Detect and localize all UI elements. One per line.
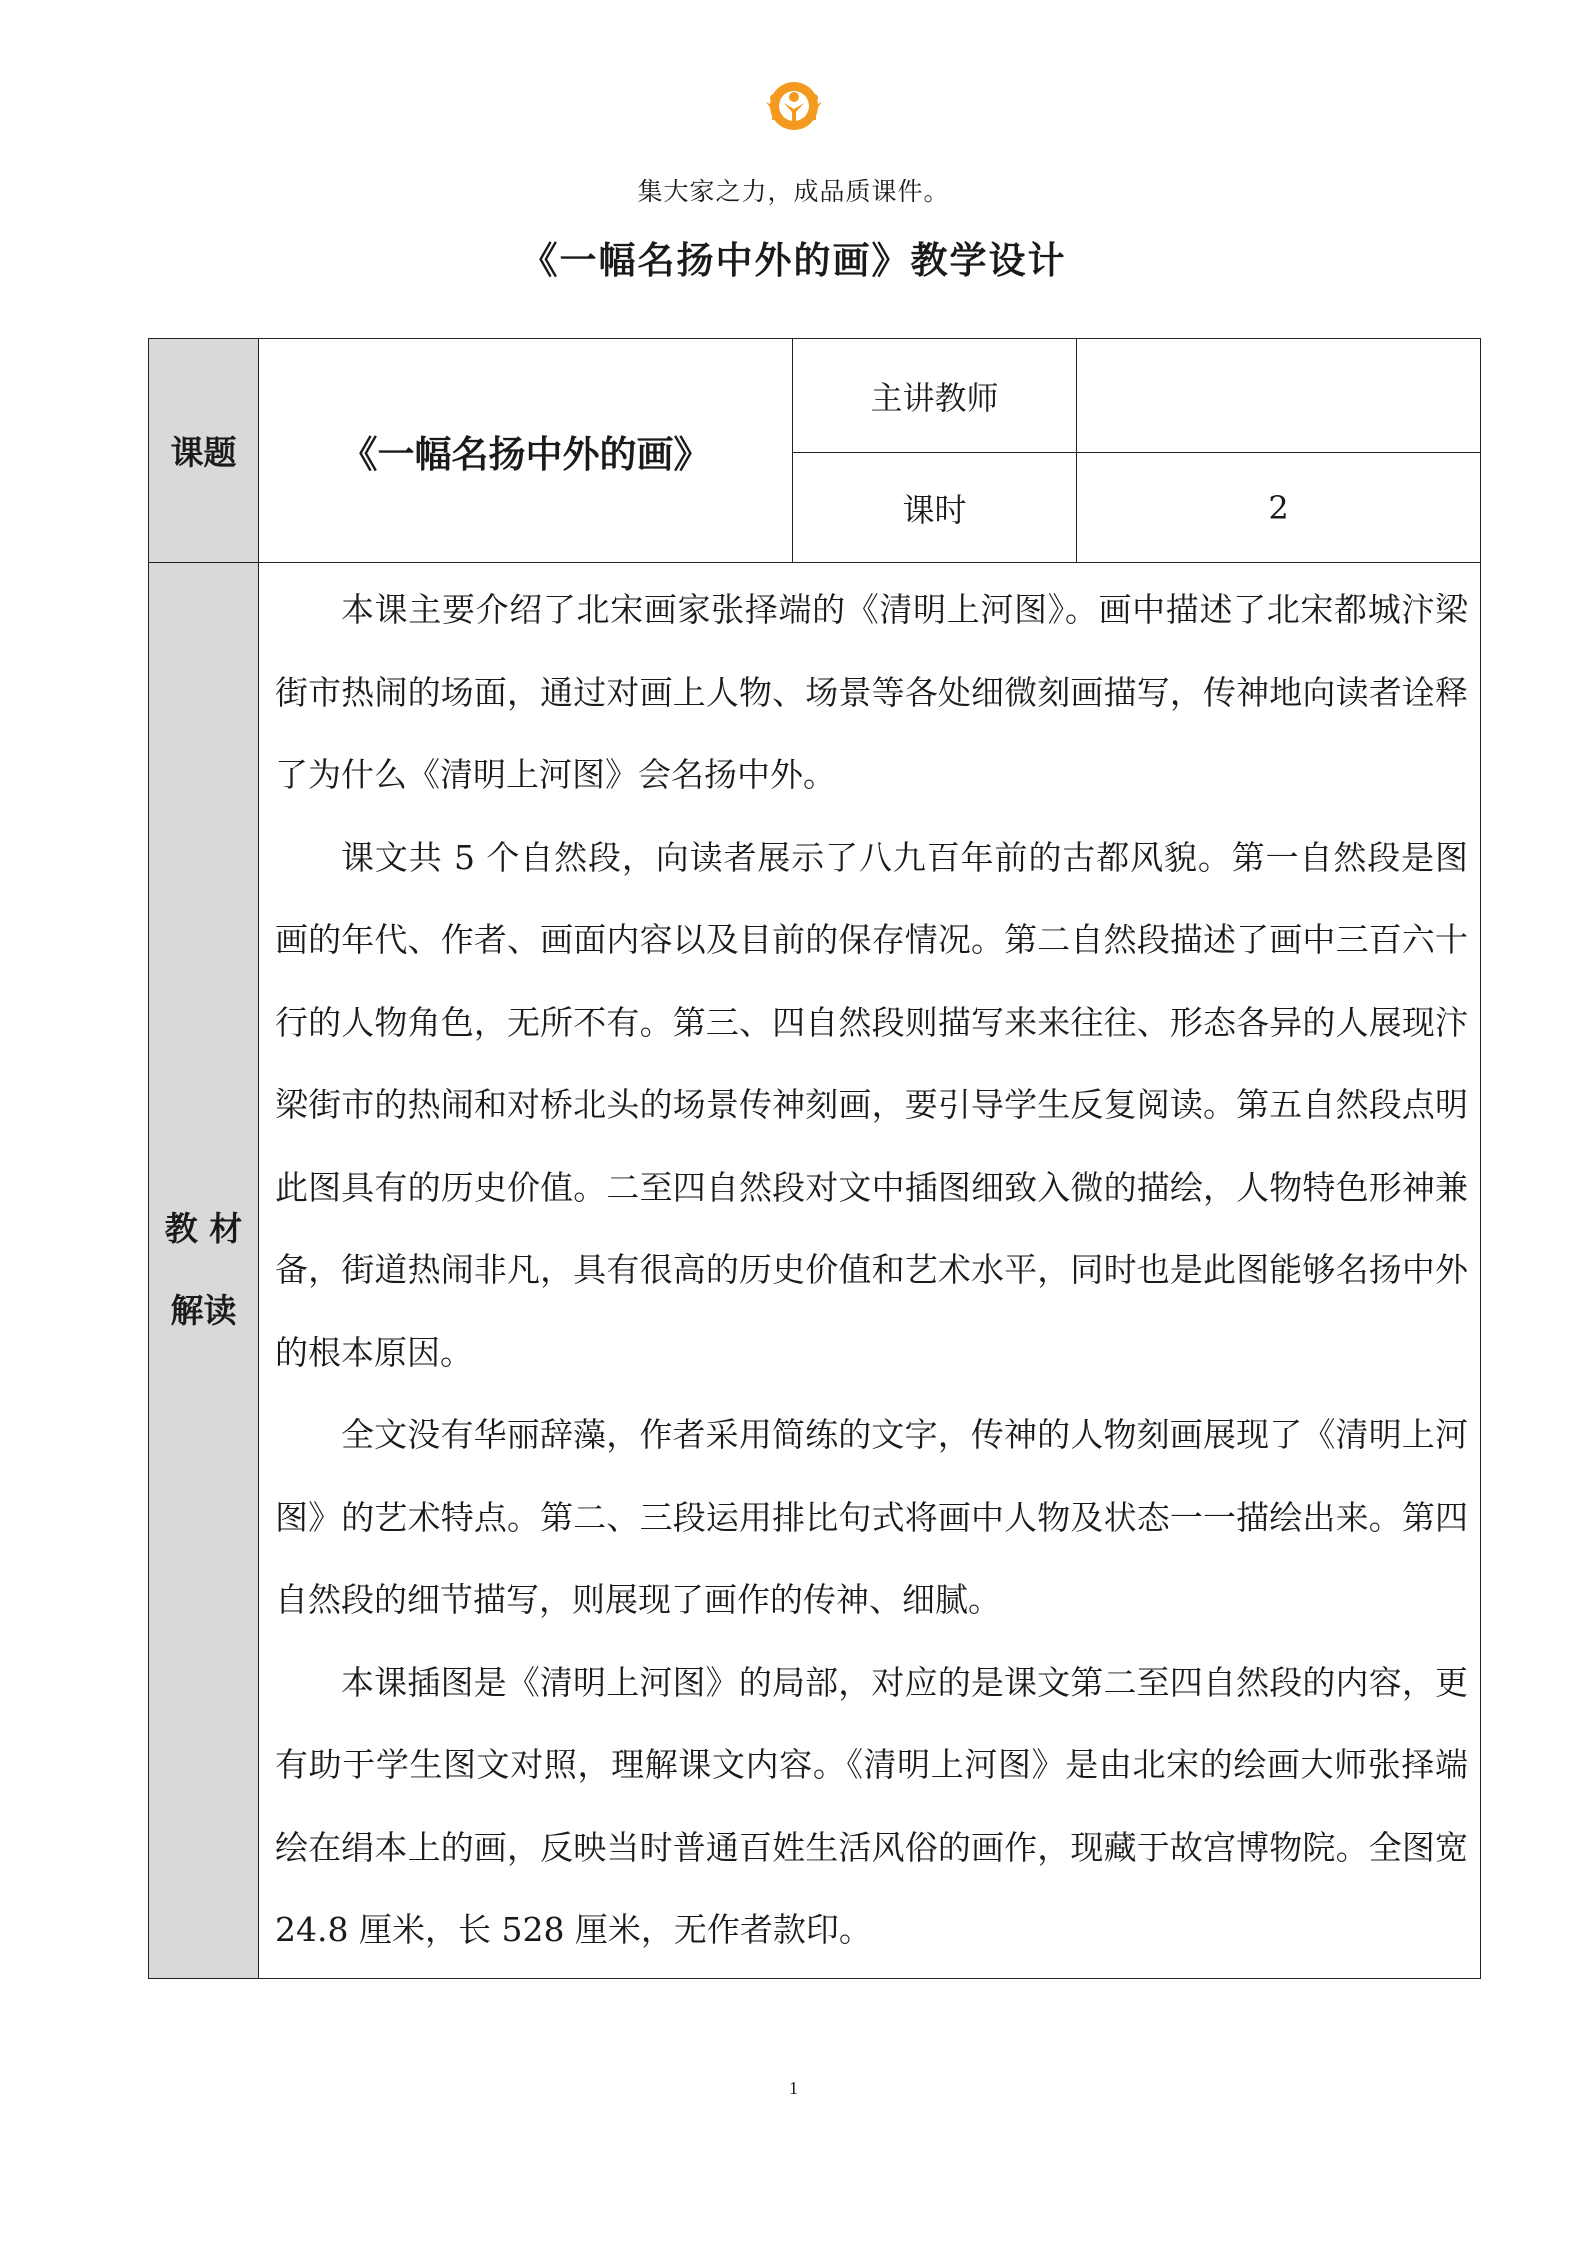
periods-value: 2 <box>1077 453 1481 563</box>
header-logo <box>724 76 864 176</box>
people-sun-logo-icon <box>724 76 864 176</box>
lesson-design-table <box>148 338 1481 1979</box>
teacher-label: 主讲教师 <box>793 339 1077 453</box>
topic-label: 课题 <box>149 339 259 563</box>
analysis-paragraph-4: 本课插图是《清明上河图》的局部，对应的是课文第二至四自然段的内容，更有助于学生图文对照，理解课文内容。《清明上河图》是由北宋的绘画大师张择端绘在绢本上的画，反映当时普通百姓生活风俗的画作，现藏于故宫博物院。全图宽 24.8 厘米，长 528 厘米，无作者款印。 <box>275 1662 1468 1949</box>
page-number: 1 <box>789 2078 798 2098</box>
document-title: 《一幅名扬中外的画》教学设计 <box>520 238 1067 282</box>
analysis-label-line2: 解读 <box>170 1291 237 1331</box>
analysis-paragraph-2: 课文共 5 个自然段，向读者展示了八九百年前的古都风貌。第一自然段是图画的年代、作者、画面内容以及目前的保存情况。第二自然段描述了画中三百六十行的人物角色，无所不有。第三、四自然段则描写来来往往、形态各异的人展现汴梁街市的热闹和对桥北头的场景传神刻画，要引导学生反复阅读。第五自然段点明此图具有的历史价值。二至四自然段对文中插图细致入微的描绘，人物特色形神兼备，街道热闹非凡，具有很高的历史价值和艺术水平，同时也是此图能够名扬中外的根本原因。 <box>275 837 1468 1372</box>
analysis-label-line1: 教 材 <box>164 1209 243 1249</box>
analysis-paragraph-1: 本课主要介绍了北宋画家张择端的《清明上河图》。画中描述了北宋都城汴梁街市热闹的场面，通过对画上人物、场景等各处细微刻画描写，传神地向读者诠释了为什么《清明上河图》会名扬中外。 <box>275 590 1468 794</box>
topic-value: 《一幅名扬中外的画》 <box>259 339 793 563</box>
analysis-paragraph-3: 全文没有华丽辞藻，作者采用简练的文字，传神的人物刻画展现了《清明上河图》的艺术特点。第二、三段运用排比句式将画中人物及状态一一描绘出来。第四自然段的细节描写，则展现了画作的传神、细腻。 <box>275 1415 1468 1619</box>
periods-label: 课时 <box>793 453 1077 563</box>
analysis-content <box>259 563 1481 1979</box>
teacher-value <box>1077 339 1481 453</box>
analysis-label <box>149 563 259 1979</box>
tagline: 集大家之力，成品质课件。 <box>637 177 950 206</box>
